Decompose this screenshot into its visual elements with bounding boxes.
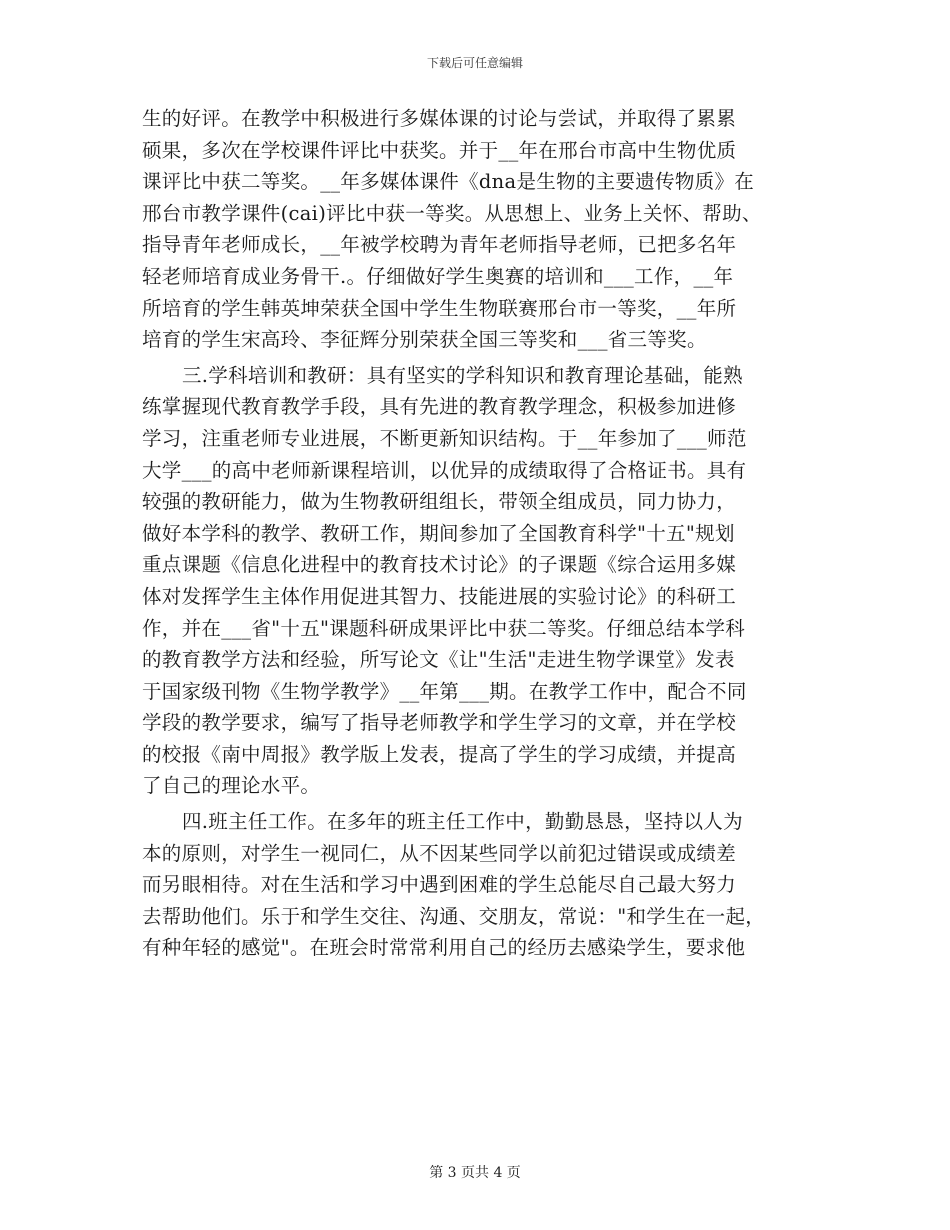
text-line: 生的好评。在教学中积极进行多媒体课的讨论与尝试，并取得了累累 bbox=[142, 107, 737, 130]
text-line: 指导青年老师成长，__年被学校聘为青年老师指导老师，已把多名年 bbox=[142, 233, 737, 257]
text-line: 的教育教学方法和经验，所写论文《让"生活"走进生物学课堂》发表 bbox=[142, 648, 735, 672]
text-line: 于国家级刊物《生物学教学》__年第___期。在教学工作中，配合不同 bbox=[142, 679, 747, 703]
text-line: 而另眼相待。对在生活和学习中遇到困难的学生总能尽自己最大努力 bbox=[142, 873, 737, 897]
text-line: 练掌握现代教育教学手段，具有先进的教育教学理念，积极参加进修 bbox=[142, 395, 737, 419]
page-header: 下载后可任意编辑 bbox=[426, 56, 523, 70]
text-line: 邢台市教学课件(cai)评比中获一等奖。从思想上、业务上关怀、帮助、 bbox=[142, 201, 762, 225]
text-line: 学段的教学要求，编写了指导老师教学和学生学习的文章，并在学校 bbox=[142, 711, 737, 735]
page-number-footer: 第 3 页共 4 页 bbox=[429, 1165, 521, 1181]
text-line: 大学___的高中老师新课程培训，以优异的成绩取得了合格证书。具有 bbox=[142, 458, 747, 482]
paragraph-first-line: 三.学科培训和教研：具有坚实的学科知识和教育理论基础，能熟 bbox=[182, 363, 743, 387]
text-line: 硕果，多次在学校课件评比中获奖。并于__年在邢台市高中生物优质 bbox=[142, 138, 737, 162]
text-line: 本的原则，对学生一视同仁，从不因某些同学以前犯过错误或成绩差 bbox=[142, 841, 737, 865]
text-line: 所培育的学生韩英坤荣获全国中学生生物联赛邢台市一等奖，__年所 bbox=[142, 296, 737, 320]
text-line: 培育的学生宋高玲、李征辉分别荣获全国三等奖和___省三等奖。 bbox=[142, 328, 707, 352]
text-line: 学习，注重老师专业进展，不断更新知识结构。于__年参加了___师范 bbox=[142, 426, 747, 450]
text-line: 重点课题《信息化进程中的教育技术讨论》的子课题《综合运用多媒 bbox=[142, 553, 737, 577]
text-line: 了自己的理论水平。 bbox=[142, 774, 321, 798]
text-line: 的校报《南中周报》教学版上发表，提高了学生的学习成绩，并提高 bbox=[142, 742, 737, 766]
text-line: 较强的教研能力，做为生物教研组组长，带领全组成员，同力协力， bbox=[142, 490, 737, 514]
text-line: 有种年轻的感觉"。在班会时常常利用自己的经历去感染学生，要求他 bbox=[142, 936, 746, 960]
text-line: 轻老师培育成业务骨干.。仔细做好学生奥赛的培训和___工作，__年 bbox=[142, 264, 734, 288]
paragraph-first-line: 四.班主任工作。在多年的班主任工作中，勤勤恳恳，坚持以人为 bbox=[182, 810, 743, 834]
text-line: 体对发挥学生主体作用促进其智力、技能进展的实验讨论》的科研工 bbox=[142, 584, 737, 608]
text-line: 去帮助他们。乐于和学生交往、沟通、交朋友，常说："和学生在一起， bbox=[142, 904, 766, 928]
document-body bbox=[142, 103, 822, 964]
text-line: 作，并在___省"十五"课题科研成果评比中获二等奖。仔细总结本学科 bbox=[142, 616, 746, 640]
text-line: 做好本学科的教学、教研工作，期间参加了全国教育科学"十五"规划 bbox=[142, 521, 735, 545]
text-line: 课评比中获二等奖。__年多媒体课件《dna是生物的主要遗传物质》在 bbox=[142, 170, 755, 194]
